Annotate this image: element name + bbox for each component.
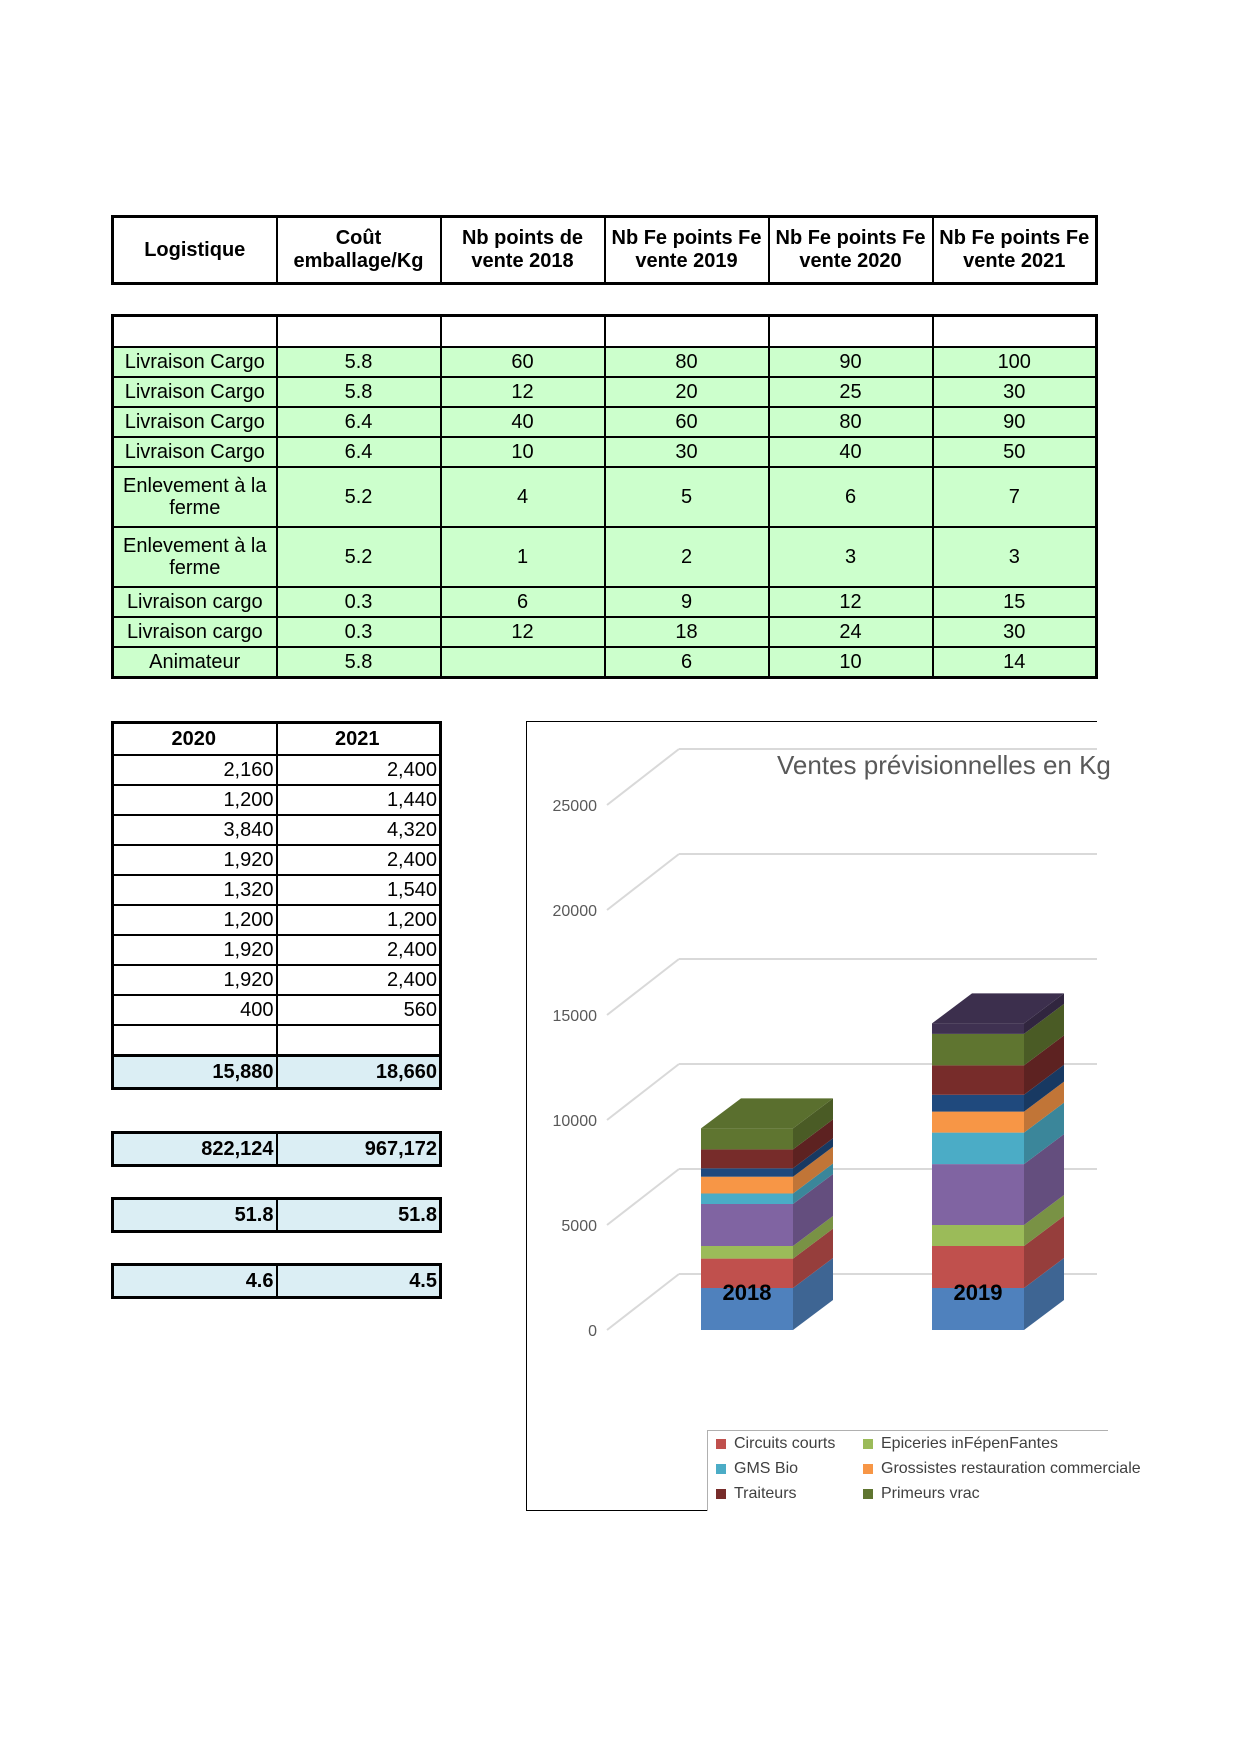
bar-segment [932,1095,1024,1112]
table-cell [605,316,769,348]
bar-segment [701,1204,793,1246]
legend-item [716,1485,797,1503]
cell-v2020: 24 [769,617,933,647]
bar-segment [932,1065,1024,1094]
cell-v2019: 18 [605,617,769,647]
cell-logistique: Livraison Cargo [113,407,277,437]
y-tick-label: 20000 [552,903,597,920]
category-label: 2019 [953,1280,1003,1305]
cell-v2020: 12 [769,587,933,617]
table-cell [277,316,441,348]
cell-cout: 0.3 [277,617,441,647]
cell-v2020: 40 [769,437,933,467]
cell-v2018: 4 [441,467,605,527]
cell-logistique: Enlevement à la ferme [113,467,277,527]
cell-v2020: 25 [769,377,933,407]
cell-cout: 5.8 [277,347,441,377]
cell-v2019: 5 [605,467,769,527]
cell-logistique: Livraison cargo [113,587,277,617]
cell-v2021: 3 [933,527,1097,587]
table-cell [769,316,933,348]
volume-2021: 2,400 [277,845,441,875]
y-tick-label: 10000 [552,1113,597,1130]
volume-2021: 2,400 [277,935,441,965]
summary-row [113,1199,441,1232]
volumes-header-2021: 2021 [277,723,441,756]
chart-title: Ventes prévisionnelles en Kg [777,750,1111,780]
volumes-row [113,815,441,845]
bar-segment [701,1168,793,1176]
cell-v2019: 80 [605,347,769,377]
legend-label: Epiceries inFépenFantes [881,1435,1058,1452]
table-cell [113,316,277,348]
volume-2020: 1,920 [113,935,277,965]
summary-box-1 [111,1131,442,1167]
volumes-total-row [113,1056,441,1089]
cell-v2020: 6 [769,467,933,527]
legend-swatch-icon [716,1439,726,1449]
cell-v2021: 90 [933,407,1097,437]
volume-2020 [113,1025,277,1056]
legend-label: Circuits courts [734,1435,836,1452]
volume-2021: 1,200 [277,905,441,935]
cell-v2019: 20 [605,377,769,407]
cell-v2019: 30 [605,437,769,467]
legend-swatch-icon [863,1464,873,1474]
cell-cout: 6.4 [277,437,441,467]
table-row [113,437,1097,467]
blank-row [113,316,1097,348]
legend-swatch-icon [863,1489,873,1499]
table-row [113,347,1097,377]
chart-legend [707,1430,1141,1511]
sales-forecast-chart [526,721,1141,1511]
bar-segment [932,1225,1024,1246]
summary-row [113,1133,441,1166]
gridline-diagonal [607,854,679,910]
cell-v2018: 12 [441,377,605,407]
cell-cout: 5.8 [277,377,441,407]
header-2021: Nb Fe points Fe vente 2021 [933,217,1097,284]
cell-v2021: 15 [933,587,1097,617]
volumes-row [113,785,441,815]
cell-cout: 5.2 [277,467,441,527]
cell-v2019: 9 [605,587,769,617]
table-row [113,587,1097,617]
data-body [113,347,1097,678]
legend-item [863,1460,1141,1478]
volume-2020: 2,160 [113,755,277,785]
legend-swatch-icon [716,1464,726,1474]
cell-v2018: 1 [441,527,605,587]
legend-label: Traiteurs [734,1485,797,1502]
bar-segment [701,1246,793,1259]
volumes-row [113,935,441,965]
summary-value-2021: 51.8 [277,1199,441,1232]
volumes-row [113,845,441,875]
summary-value-2021: 4.5 [277,1265,441,1298]
header-2019: Nb Fe points Fe vente 2019 [605,217,769,284]
volumes-row [113,965,441,995]
bar-segment [932,1034,1024,1066]
cell-v2019: 6 [605,647,769,678]
table-row [113,377,1097,407]
volume-2021: 560 [277,995,441,1025]
cell-v2018: 60 [441,347,605,377]
volumes-row [113,995,441,1025]
gridline-diagonal [607,1169,679,1225]
volume-2021: 2,400 [277,755,441,785]
cell-v2018: 12 [441,617,605,647]
legend-label: Grossistes restauration commerciale [881,1460,1141,1477]
volume-2021: 1,540 [277,875,441,905]
cell-v2020: 3 [769,527,933,587]
data-table [111,314,1098,679]
volumes-header-2020: 2020 [113,723,277,756]
volume-2021: 2,400 [277,965,441,995]
y-tick-label: 5000 [561,1218,597,1235]
volumes-header-row [113,723,441,756]
bar-segment [701,1149,793,1168]
cell-cout: 6.4 [277,407,441,437]
summary-box-2 [111,1197,442,1233]
cell-logistique: Livraison Cargo [113,437,277,467]
summary-row [113,1265,441,1298]
cell-cout: 5.2 [277,527,441,587]
header-row [113,217,1097,284]
cell-logistique: Animateur [113,647,277,678]
legend-label: GMS Bio [734,1460,799,1477]
table-cell [933,316,1097,348]
header-table [111,215,1098,285]
cell-v2021: 14 [933,647,1097,678]
legend-swatch-icon [863,1439,873,1449]
cell-v2018: 40 [441,407,605,437]
volume-2020: 1,200 [113,905,277,935]
cell-v2018: 10 [441,437,605,467]
cell-v2021: 100 [933,347,1097,377]
cell-v2020: 10 [769,647,933,678]
volumes-table [111,721,442,1090]
bar-segment [932,1133,1024,1165]
legend-item [863,1485,980,1503]
table-row [113,407,1097,437]
bar-segment [701,1177,793,1194]
summary-value-2021: 967,172 [277,1133,441,1166]
cell-v2021: 50 [933,437,1097,467]
cell-logistique: Enlevement à la ferme [113,527,277,587]
summary-value-2020: 4.6 [113,1265,277,1298]
cell-logistique: Livraison Cargo [113,347,277,377]
legend-item [863,1435,1058,1453]
cell-v2018: 6 [441,587,605,617]
header-2018: Nb points de vente 2018 [441,217,605,284]
cell-cout: 5.8 [277,647,441,678]
total-2020: 15,880 [113,1056,277,1089]
volume-2021 [277,1025,441,1056]
gridline-diagonal [607,959,679,1015]
cell-v2021: 30 [933,377,1097,407]
volume-2020: 1,200 [113,785,277,815]
cell-v2021: 30 [933,617,1097,647]
chart-canvas [527,722,1111,1510]
cell-logistique: Livraison Cargo [113,377,277,407]
bar-segment [701,1194,793,1205]
bar-segment [701,1128,793,1149]
volumes-row [113,905,441,935]
table-cell [441,316,605,348]
cell-v2020: 80 [769,407,933,437]
volumes-row [113,875,441,905]
summary-box-3 [111,1263,442,1299]
y-tick-label: 0 [588,1323,597,1340]
header-2020: Nb Fe points Fe vente 2020 [769,217,933,284]
y-tick-label: 25000 [552,798,597,815]
cell-v2019: 2 [605,527,769,587]
summary-value-2020: 822,124 [113,1133,277,1166]
legend-swatch-icon [716,1489,726,1499]
cell-v2018 [441,647,605,678]
cell-cout: 0.3 [277,587,441,617]
legend-item [716,1435,835,1453]
category-label: 2018 [722,1280,772,1305]
bar-segment [932,1112,1024,1133]
volume-2020: 1,920 [113,845,277,875]
volumes-row [113,1025,441,1056]
gridline-diagonal [607,1274,679,1330]
summary-value-2020: 51.8 [113,1199,277,1232]
volume-2021: 1,440 [277,785,441,815]
volume-2021: 4,320 [277,815,441,845]
gridline-diagonal [607,749,679,805]
cell-v2019: 60 [605,407,769,437]
legend-item [716,1460,798,1478]
volumes-body [113,755,441,1056]
bar-segment [932,1023,1024,1034]
table-row [113,617,1097,647]
header-logistique: Logistique [113,217,277,284]
table-row [113,647,1097,678]
legend-label: Primeurs vrac [881,1485,980,1502]
cell-v2020: 90 [769,347,933,377]
volume-2020: 1,320 [113,875,277,905]
table-row [113,467,1097,527]
total-2021: 18,660 [277,1056,441,1089]
bar-segment [932,1164,1024,1225]
cell-logistique: Livraison cargo [113,617,277,647]
y-tick-label: 15000 [552,1008,597,1025]
header-cout: Coût emballage/Kg [277,217,441,284]
volume-2020: 400 [113,995,277,1025]
gridline-diagonal [607,1064,679,1120]
volumes-row [113,755,441,785]
cell-v2021: 7 [933,467,1097,527]
volume-2020: 1,920 [113,965,277,995]
volume-2020: 3,840 [113,815,277,845]
table-row [113,527,1097,587]
